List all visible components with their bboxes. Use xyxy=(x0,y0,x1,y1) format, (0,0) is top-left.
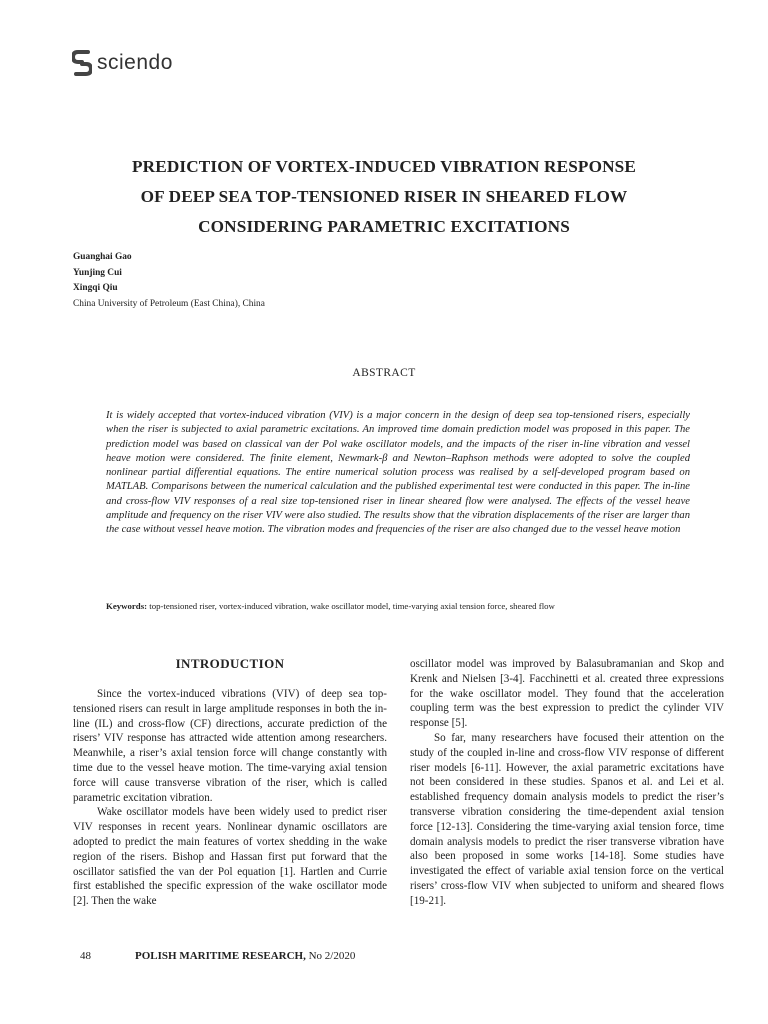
title-line: CONSIDERING PARAMETRIC EXCITATIONS xyxy=(198,217,570,236)
body-paragraph: oscillator model was improved by Balasubramanian and Skop and Krenk and Nielsen [3-4]. Facchinetti et al. created three expressions for the wake oscillator model. They found that the acceleration coupling term was the best expression to predict the cylinder VIV response [5]. xyxy=(410,658,724,730)
page-number: 48 xyxy=(80,950,91,962)
author-name: Yunjing Cui xyxy=(73,267,122,278)
body-paragraph: So far, many researchers have focused their attention on the study of the coupled in-line and cross-flow VIV response of different riser models [6-11]. However, the axial parametric excitations have not been considered in these studies. Spanos et al. and Lei et al. established frequency domain analysis models to predict the riser’s transverse vibration considering the time-dependent axial tension force [12-13]. Considering the time-varying axial tension force, time domain analysis models to predict the riser transverse vibration have also been proposed in some works [14-18]. Some studies have investigated the effect of variable axial tension force on the vertical risers’ cross-flow VIV when subjected to uniform and sheared flows [19-21]. xyxy=(410,731,724,907)
affiliation: China University of Petroleum (East China), China xyxy=(73,298,265,309)
abstract-text: It is widely accepted that vortex-induced vibration (VIV) is a major concern in the design of deep sea top-tensioned risers, especially when the riser is subjected to axial parametric excitations. An improved time domain prediction model was proposed in this paper. The prediction model was based on classical van der Pol wake oscillator models, and the impacts of the riser in-line vibration and vessel heave motion were considered. The finite element, Newmark-β and Newton–Raphson methods were adopted to solve the coupled nonlinear partial differential equations. The entire numerical solution process was realised by a self-developed program based on MATLAB. Comparisons between the numerical calculation and the published experimental test were conducted in this paper. The in-line and cross-flow VIV responses of a real size top-tensioned riser in linear sheared flow were analysed. The effects of the vessel heave amplitude and frequency on the riser VIV were also studied. The results show that the vibration displacements of the riser are larger than the case without vessel heave motion. The vibration modes and frequencies of the riser are also changed due to the vessel heave motion xyxy=(106,410,690,536)
title-line: PREDICTION OF VORTEX-INDUCED VIBRATION RESPONSE xyxy=(132,157,636,176)
title-line: OF DEEP SEA TOP-TENSIONED RISER IN SHEARED FLOW xyxy=(140,187,628,206)
author-name: Xingqi Qiu xyxy=(73,283,118,293)
author-name: Guanghai Gao xyxy=(73,252,132,262)
sciendo-s-logo-icon xyxy=(72,50,92,76)
sciendo-logo xyxy=(72,50,173,76)
right-column xyxy=(410,657,724,909)
keywords xyxy=(106,601,555,611)
body-paragraph: Since the vortex-induced vibrations (VIV) of deep sea top-tensioned risers can result in large amplitude responses in both the in-line (IL) and cross-flow (CF) directions, accurate prediction of the risers’ VIV response has attracted wide attention among researchers. Meanwhile, a riser’s axial tension force will change constantly with time due to the vessel heave motion. The time-varying axial tension force will cause transverse vibration of the riser, which is called parametric excitation vibration. xyxy=(73,688,387,804)
journal-name: POLISH MARITIME RESEARCH, xyxy=(135,950,306,962)
keywords-text: top-tensioned riser, vortex-induced vibration, wake oscillator model, time-varying axial tension force, sheared flow xyxy=(147,601,555,611)
keywords-label: Keywords: xyxy=(106,601,148,611)
author-block xyxy=(73,250,265,312)
body-paragraph: Wake oscillator models have been widely used to predict riser VIV responses in recent years. Nonlinear dynamic oscillators are adopted to predict the main features of vortex shedding in the wake region of the risers. Bishop and Hassan first put forward that the oscillator satisfied the van der Pol equation [1]. Hartlen and Currie first established the specific expression of the wake oscillator mode [2]. Then the wake xyxy=(73,806,387,908)
left-column xyxy=(73,687,387,909)
journal-issue: No 2/2020 xyxy=(305,950,356,962)
journal-citation xyxy=(135,950,355,962)
abstract-heading: ABSTRACT xyxy=(352,367,416,379)
brand-name: sciendo xyxy=(97,51,173,74)
paper-title xyxy=(60,152,708,242)
introduction-heading: INTRODUCTION xyxy=(175,656,285,671)
